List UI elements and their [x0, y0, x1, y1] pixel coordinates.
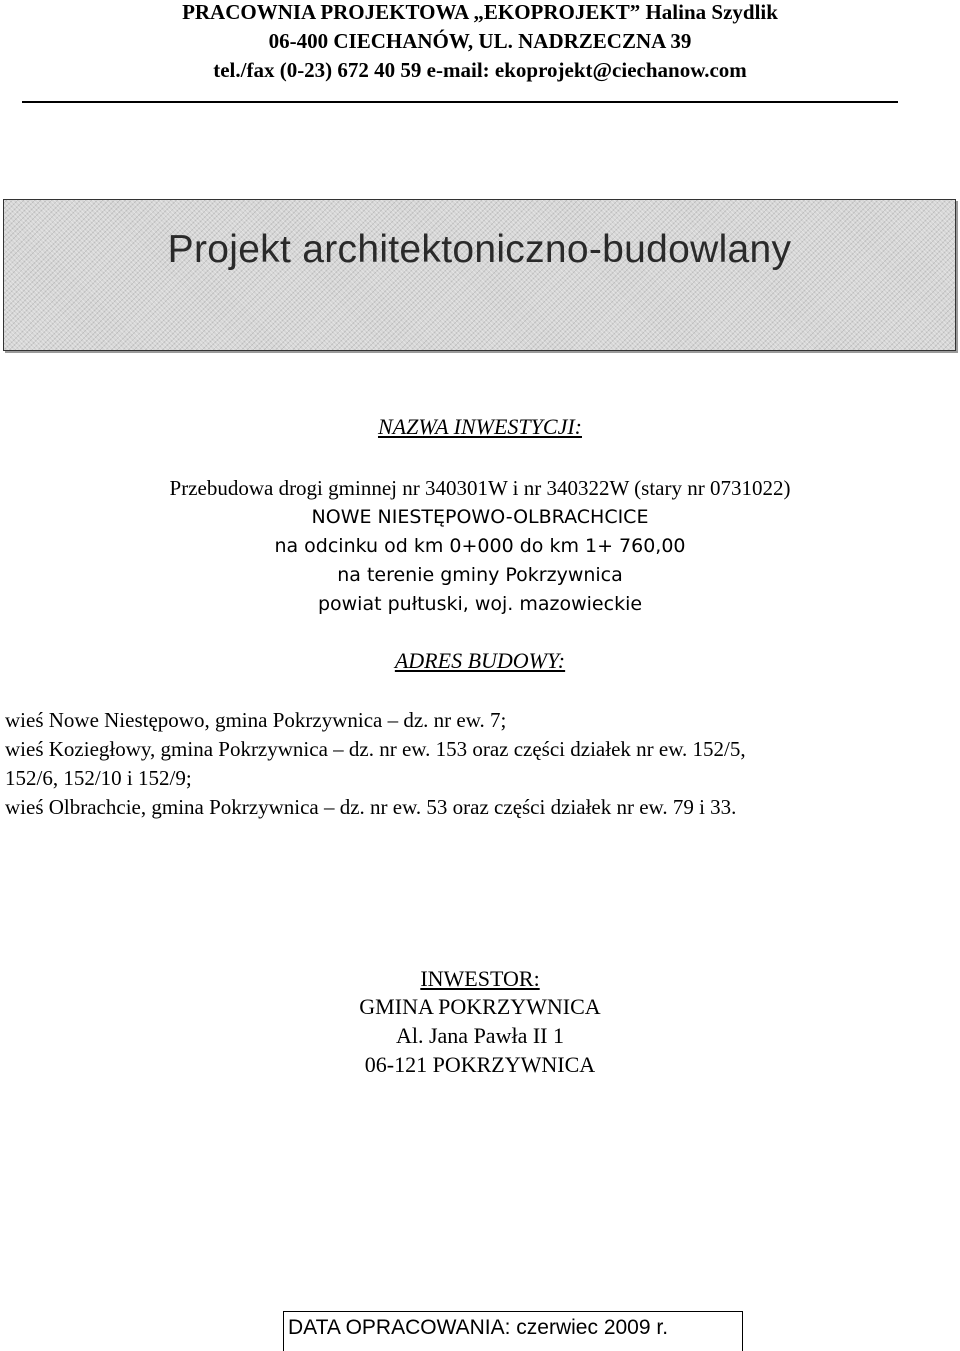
- investment-line: powiat pułtuski, woj. mazowieckie: [317, 593, 643, 615]
- investment-line: NOWE NIESTĘPOWO-OLBRACHCICE: [311, 506, 649, 528]
- address-line: wieś Olbrachcie, gmina Pokrzywnica – dz. nr ew. 53 oraz części działek nr ew. 79 i 33.: [5, 795, 737, 819]
- company-name: PRACOWNIA PROJEKTOWA „EKOPROJEKT” Halina Szydlik: [182, 0, 778, 24]
- address-line: wieś Koziegłowy, gmina Pokrzywnica – dz. nr ew. 153 oraz części działek nr ew. 152/5,: [5, 737, 746, 761]
- address-line: wieś Nowe Niestępowo, gmina Pokrzywnica – dz. nr ew. 7;: [5, 708, 507, 732]
- investment-line: Przebudowa drogi gminnej nr 340301W i nr 340322W (stary nr 0731022): [169, 476, 791, 500]
- investment-line: na odcinku od km 0+000 do km 1+ 760,00: [274, 535, 686, 557]
- address-list: [5, 706, 950, 822]
- investment-section: [0, 414, 960, 440]
- investor-name: GMINA POKRZYWNICA: [359, 994, 601, 1019]
- company-address: 06-400 CIECHANÓW, UL. NADRZECZNA 39: [268, 29, 692, 53]
- investor-section: [0, 966, 960, 1079]
- investment-description: [0, 474, 960, 619]
- address-section: [0, 648, 960, 674]
- investment-line: na terenie gminy Pokrzywnica: [337, 564, 623, 586]
- investor-heading: INWESTOR:: [420, 966, 540, 991]
- date-box: [283, 1311, 743, 1351]
- preparation-date: DATA OPRACOWANIA: czerwiec 2009 r.: [288, 1316, 669, 1339]
- company-contact: tel./fax (0-23) 672 40 59 e-mail: ekoprojekt@ciechanow.com: [213, 58, 747, 82]
- address-heading: ADRES BUDOWY:: [394, 648, 566, 673]
- company-header: [0, 0, 960, 85]
- title-banner: [3, 199, 956, 351]
- document-title: Projekt architektoniczno-budowlany: [167, 228, 792, 271]
- address-line: 152/6, 152/10 i 152/9;: [5, 766, 192, 790]
- header-divider: [22, 101, 898, 103]
- investor-street: Al. Jana Pawła II 1: [395, 1023, 564, 1048]
- investor-city: 06-121 POKRZYWNICA: [364, 1052, 596, 1077]
- investment-heading: NAZWA INWESTYCJI:: [377, 414, 582, 439]
